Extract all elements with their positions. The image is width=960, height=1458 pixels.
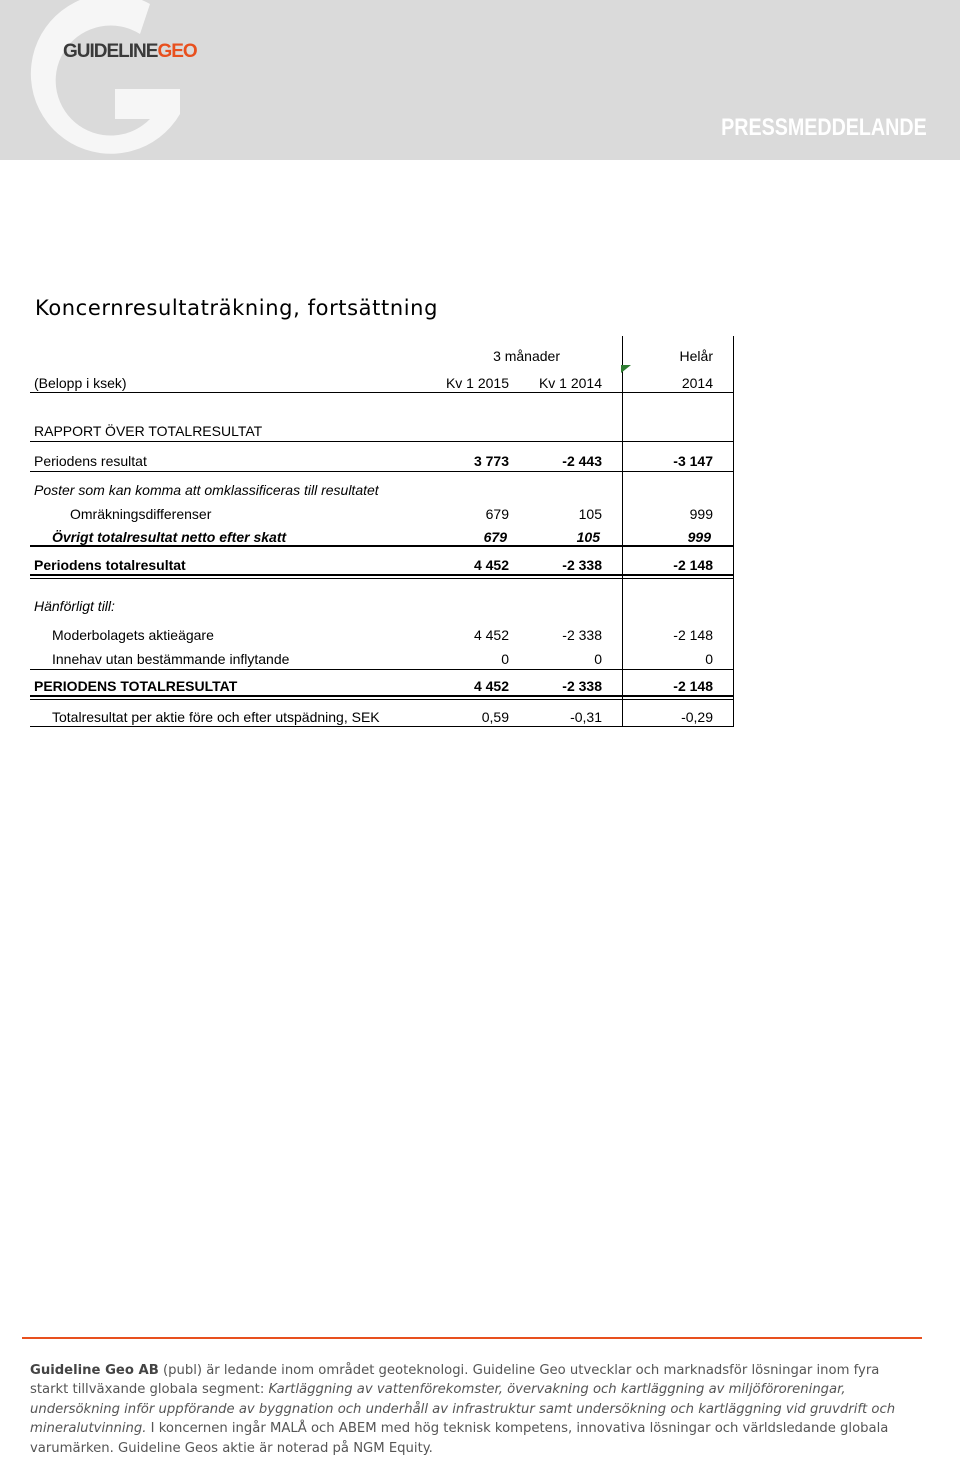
row-rule [30, 574, 734, 576]
company-name: Guideline Geo AB [30, 1363, 159, 1378]
row-label: Moderbolagets aktieägare [52, 627, 214, 643]
column-divider [622, 336, 623, 726]
row-label: Innehav utan bestämmande inflytande [52, 651, 290, 667]
press-release-label: PRESSMEDDELANDE [721, 114, 927, 141]
row-label: Poster som kan komma att omklassificeras till resultatet [34, 482, 379, 498]
group-header-quarter: 3 månader [493, 348, 560, 364]
row-value: -2 443 [562, 453, 602, 469]
row-value: 3 773 [473, 453, 509, 469]
page-header [0, 0, 960, 160]
row-value: 0,59 [481, 709, 509, 725]
row-label: Omräkningsdifferenser [70, 506, 212, 522]
row-value: 0 [501, 651, 509, 667]
column-header-kv1-2015: Kv 1 2015 [445, 375, 509, 391]
company-description: Guideline Geo AB (publ) är ledande inom området geoteknologi. Guideline Geo utvecklar och marknadsför lösningar inom fyra starkt tillväxande globala segment: Kartläggning av vattenförekomster, övervakning och kartläggning av miljöföroreningar, undersökning inför uppförande av byggnation och underhåll av infrastruktur samt undersökning och kartläggning vid gruvdrift och mineralutvinning. I koncernen ingår MALÅ och ABEM med hög teknisk kompetens, innovativa lösningar och världsledande globala varumärken. Guideline Geos aktie är noterad på NGM Equity. [30, 1363, 896, 1456]
comment-marker-icon [621, 365, 631, 373]
row-value: -2 148 [673, 678, 713, 694]
row-value: -2 338 [562, 678, 602, 694]
row-value: 0 [594, 651, 602, 667]
row-rule [30, 695, 734, 697]
row-value: 0 [705, 651, 713, 667]
row-value: 679 [485, 506, 509, 522]
group-header-year: Helår [679, 348, 713, 364]
column-header-kv1-2014: Kv 1 2014 [538, 375, 602, 391]
row-label: Periodens totalresultat [34, 557, 186, 573]
row-value: 105 [576, 529, 600, 545]
table-right-border [733, 336, 734, 726]
row-value: 4 452 [473, 627, 509, 643]
row-value: 4 452 [473, 557, 509, 573]
row-rule [30, 699, 734, 700]
row-label: PERIODENS TOTALRESULTAT [34, 678, 238, 694]
row-value: -3 147 [673, 453, 713, 469]
row-value: -0,31 [570, 709, 602, 725]
row-value: -0,29 [681, 709, 713, 725]
row-rule [30, 471, 734, 472]
row-value: 4 452 [473, 678, 509, 694]
row-value: -2 338 [562, 627, 602, 643]
row-rule [30, 669, 734, 670]
row-label: Periodens resultat [34, 453, 147, 469]
row-rule [30, 545, 734, 547]
row-rule [30, 441, 734, 442]
row-value: 679 [483, 529, 507, 545]
footer-rule [22, 1337, 922, 1339]
row-label: RAPPORT ÖVER TOTALRESULTAT [34, 423, 263, 439]
row-label: Hänförligt till: [34, 598, 115, 614]
row-label: Övrigt totalresultat netto efter skatt [52, 529, 287, 545]
row-label: Totalresultat per aktie före och efter utspädning, SEK [52, 709, 380, 725]
row-rule [30, 578, 734, 579]
page-title: Koncernresultaträkning, fortsättning [35, 296, 439, 320]
row-value: -2 148 [673, 557, 713, 573]
table-bottom-rule [30, 726, 734, 727]
column-header-2014: 2014 [681, 375, 713, 391]
row-value: -2 338 [562, 557, 602, 573]
row-value: 999 [687, 529, 711, 545]
column-header-label: (Belopp i ksek) [34, 375, 127, 391]
row-value: -2 148 [673, 627, 713, 643]
row-value: 105 [578, 506, 602, 522]
header-rule [30, 392, 734, 393]
brand-logo-text: GUIDELINEGEO [63, 41, 197, 62]
guideline-g-logo [0, 0, 200, 160]
row-value: 999 [689, 506, 713, 522]
